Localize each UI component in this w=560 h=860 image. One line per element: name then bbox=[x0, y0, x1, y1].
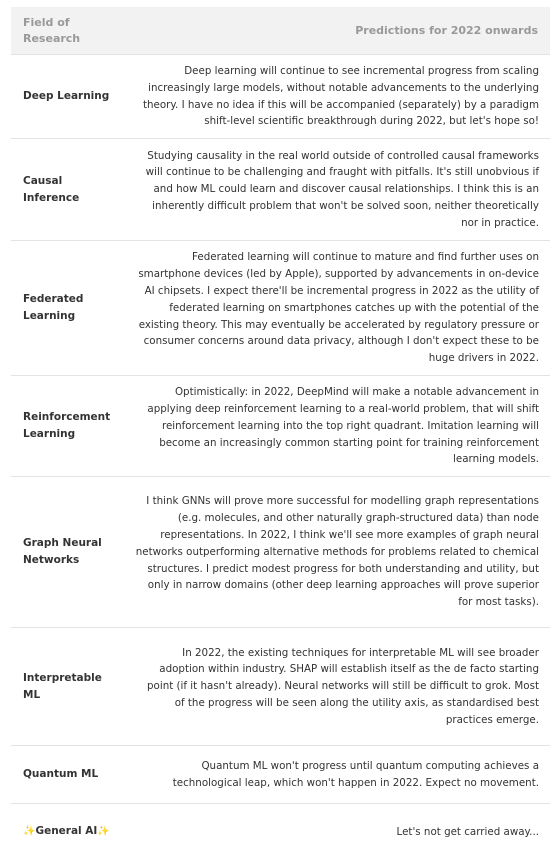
table-row bbox=[11, 139, 550, 241]
prediction-text: Federated learning will continue to mature and find further uses on smartphone devices (led by Apple), supported by advancements in on-device AI chipsets. I expect there'll be incremental progress in 2022 as the utility of federated learning on smartphones catches up with the potential of the existing theory. This may eventually be accelerated by regulatory pressure or consumer concerns around data privacy, although I don't expect these to be huge drivers in 2022. bbox=[121, 241, 550, 376]
prediction-text: Quantum ML won't progress until quantum computing achieves a technological leap, which won't happen in 2022. Expect no movement. bbox=[121, 746, 550, 804]
sparkles-icon: ✨ bbox=[23, 826, 35, 837]
table-row bbox=[11, 241, 550, 376]
prediction-text: Optimistically: in 2022, DeepMind will make a notable advancement in applying deep reinforcement learning to a real-world problem, that will shift reinforcement learning into the top right quadrant. Imitation learning will become an increasingly common starting point for training reinforcement learning models. bbox=[121, 376, 550, 477]
table-row bbox=[11, 376, 550, 477]
field-name: Causal Inference bbox=[11, 139, 121, 241]
field-name: General AI bbox=[35, 825, 97, 837]
table-row bbox=[11, 55, 550, 139]
field-name: Federated Learning bbox=[11, 241, 121, 376]
prediction-text: Studying causality in the real world outside of controlled causal frameworks will continue to be challenging and fraught with pitfalls. It's still unobvious if and how ML could learn and discover causal relationships. I think this is an inherently difficult problem that won't be solved soon, neither theoretically nor in practice. bbox=[121, 139, 550, 241]
table-header bbox=[11, 7, 550, 55]
table-row bbox=[11, 746, 550, 804]
prediction-text: Let's not get carried away... bbox=[121, 804, 550, 860]
field-name: Graph Neural Networks bbox=[11, 477, 121, 628]
table-row bbox=[11, 628, 550, 746]
table-row bbox=[11, 477, 550, 628]
table-body bbox=[11, 55, 550, 860]
predictions-column-header: Predictions for 2022 onwards bbox=[121, 7, 550, 55]
header-row bbox=[11, 7, 550, 55]
field-column-header: Field of Research bbox=[11, 7, 121, 55]
field-name: Deep Learning bbox=[11, 55, 121, 139]
field-name: Interpretable ML bbox=[11, 628, 121, 746]
prediction-text: I think GNNs will prove more successful for modelling graph representations (e.g. molecules, and other naturally graph-structured data) than node representations. In 2022, I think we'll see more examples of graph neural networks outperforming alternative methods for problems related to chemical structures. I predict modest progress for both understanding and utility, but only in narrow domains (other deep learning approaches will prove superior for most tasks). bbox=[121, 477, 550, 628]
prediction-text: Deep learning will continue to see incremental progress from scaling increasingly large models, without notable advancements to the underlying theory. I have no idea if this will be accompanied (separately) by a paradigm shift-level scientific breakthrough during 2022, but let's hope so! bbox=[121, 55, 550, 139]
field-name: Reinforcement Learning bbox=[11, 376, 121, 477]
sparkles-icon: ✨ bbox=[97, 826, 109, 837]
table-row bbox=[11, 804, 550, 860]
predictions-table bbox=[11, 7, 550, 860]
field-name-general-ai bbox=[11, 804, 121, 860]
prediction-text: In 2022, the existing techniques for interpretable ML will see broader adoption within industry. SHAP will establish itself as the de facto starting point (if it hasn't already). Neural networks will still be difficult to grok. Most of the progress will be seen along the utility axis, as standardised best practices emerge. bbox=[121, 628, 550, 746]
field-name: Quantum ML bbox=[11, 746, 121, 804]
